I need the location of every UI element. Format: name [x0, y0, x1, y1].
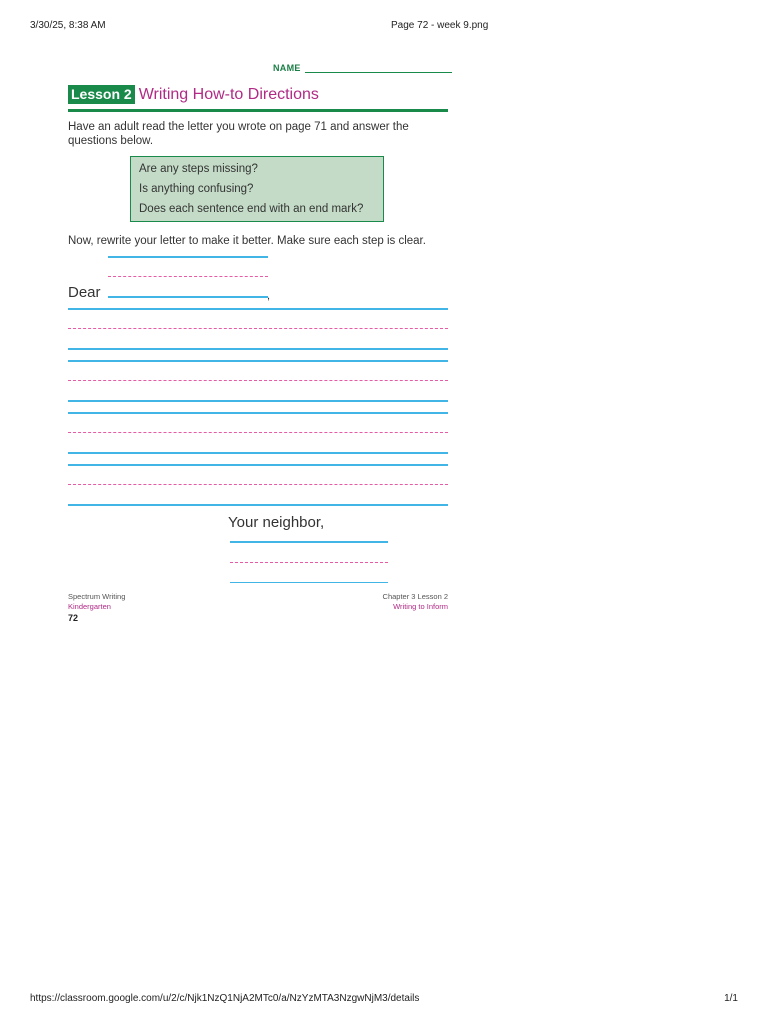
- writing-line: [68, 360, 448, 362]
- writing-midline: [108, 276, 268, 277]
- writing-midline: [68, 432, 448, 433]
- writing-line: [68, 308, 448, 310]
- name-line: [305, 64, 452, 73]
- name-label: NAME: [273, 63, 301, 73]
- page-number: 72: [68, 613, 79, 623]
- lesson-badge: Lesson 2: [68, 85, 135, 104]
- lesson-title: Writing How-to Directions: [138, 86, 319, 103]
- question-item: Are any steps missing?: [139, 163, 258, 175]
- question-box: [130, 156, 384, 222]
- instructions: Have an adult read the letter you wrote on page 71 and answer the questions below.: [68, 121, 409, 147]
- print-title: Page 72 - week 9.png: [391, 20, 489, 31]
- writing-midline: [68, 484, 448, 485]
- grade-level: Kindergarten: [68, 602, 111, 611]
- closing: Your neighbor,: [228, 514, 325, 531]
- greeting: Dear: [68, 284, 101, 301]
- signature-line: [230, 582, 388, 583]
- signature-midline: [230, 562, 388, 563]
- topic-label: Writing to Inform: [393, 602, 448, 611]
- question-item: Is anything confusing?: [139, 183, 254, 195]
- name-row: [273, 63, 452, 73]
- writing-line: [108, 256, 268, 258]
- writing-line: [68, 412, 448, 414]
- question-item: Does each sentence end with an end mark?: [139, 203, 364, 215]
- worksheet: [68, 58, 448, 628]
- greeting-comma: ,: [267, 290, 271, 302]
- writing-line: [68, 452, 448, 454]
- signature-line: [230, 541, 388, 543]
- writing-line: [68, 348, 448, 350]
- writing-line: [68, 464, 448, 466]
- writing-line: [68, 504, 448, 506]
- lesson-header: [68, 85, 448, 112]
- rewrite-prompt: Now, rewrite your letter to make it better. Make sure each step is clear.: [68, 235, 426, 247]
- writing-line: [68, 400, 448, 402]
- chapter-label: Chapter 3 Lesson 2: [382, 592, 448, 601]
- print-url: https://classroom.google.com/u/2/c/Njk1NzQ1NjA2MTc0/a/NzYzMTA3NzgwNjM3/details: [30, 993, 420, 1004]
- footer-right: [383, 592, 448, 612]
- series-name: Spectrum Writing: [68, 592, 126, 601]
- print-datetime: 3/30/25, 8:38 AM: [30, 20, 106, 31]
- greeting-line: [108, 296, 268, 298]
- writing-midline: [68, 328, 448, 329]
- footer-left: [68, 592, 125, 612]
- writing-midline: [68, 380, 448, 381]
- print-page-count: 1/1: [724, 993, 738, 1004]
